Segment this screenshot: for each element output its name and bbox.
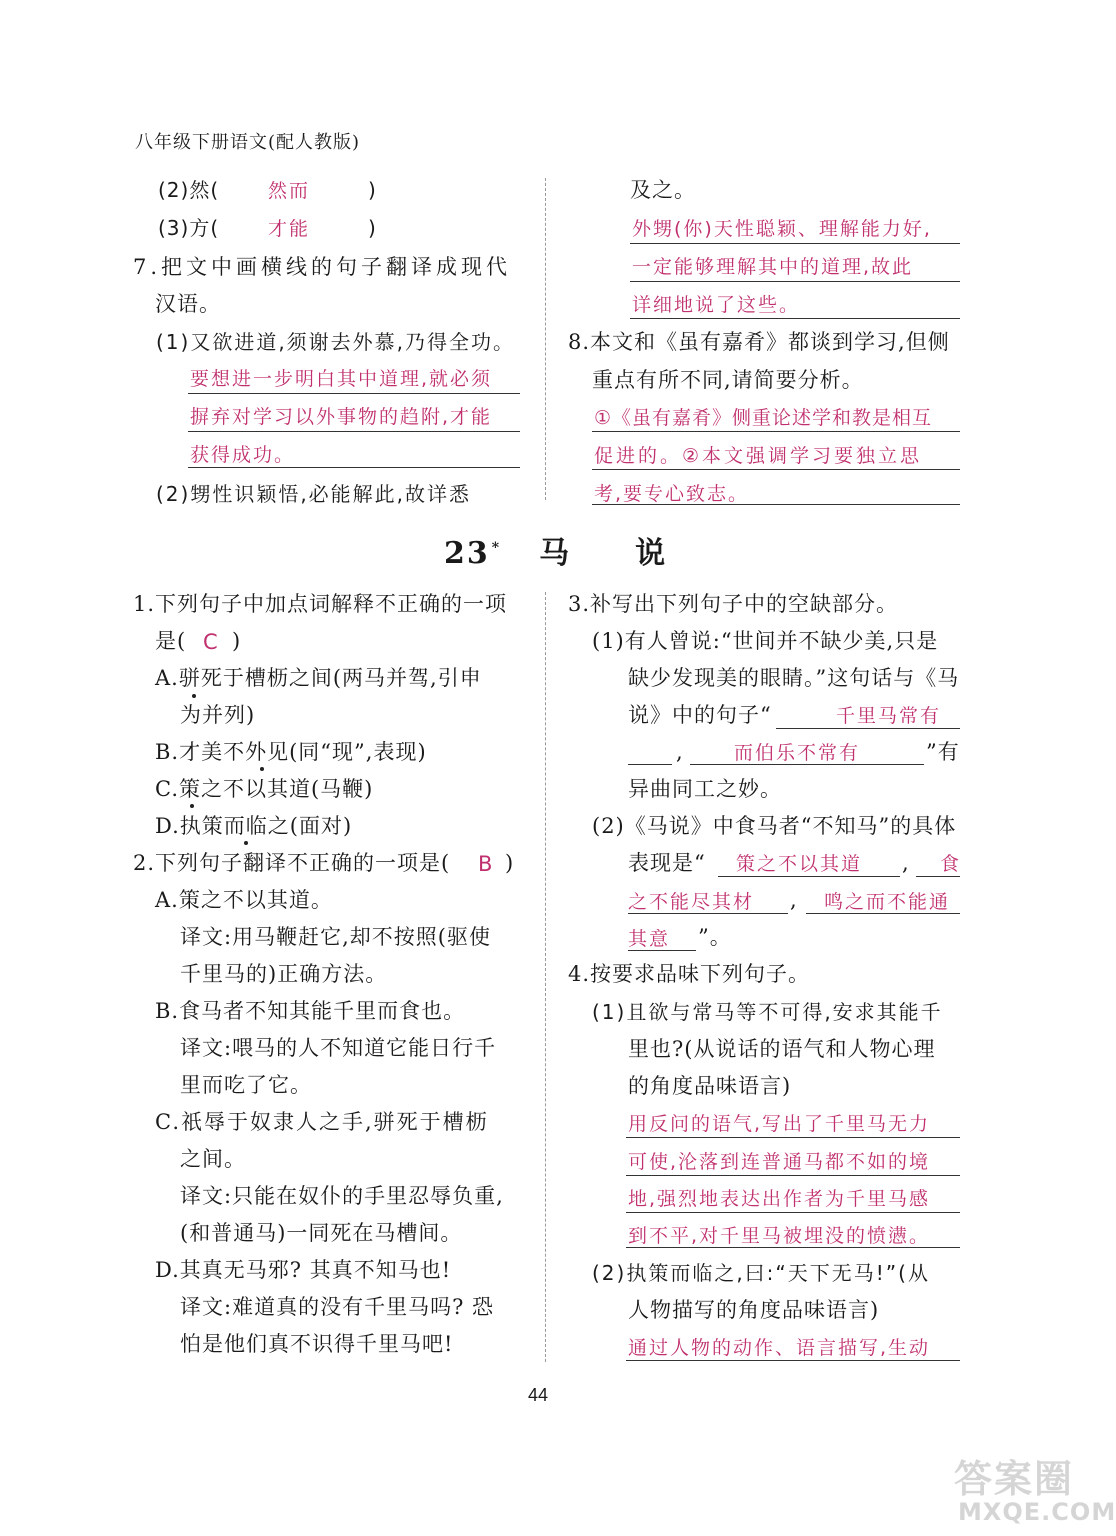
q3-sub-2-comma-1: ,	[902, 851, 910, 875]
q2-option-c-translation-1: 译文:只能在奴仆的手里忍辱负重,	[180, 1184, 504, 1208]
q8-answer-line-1: ①《虽有嘉肴》侧重论述学和教是相互	[594, 407, 933, 429]
emphasis-dot	[192, 694, 196, 698]
q7-sub-1: (1)又欲进道,须谢去外慕,乃得全功。	[156, 330, 516, 354]
q1-option-a-1: A.骈死于槽枥之间(两马并驾,引申	[155, 666, 482, 690]
answer-underline	[626, 1137, 960, 1138]
answer-underline	[188, 431, 520, 432]
q1-option-b: B.才美不外见(同“现”,表现)	[155, 740, 427, 764]
q4-sub-1-answer-line-2: 可使,沦落到连普通马都不如的境	[628, 1151, 931, 1173]
q2-option-d-translation-2: 怕是他们真不识得千里马吧!	[180, 1332, 454, 1356]
q2-option-a: A.策之不以其道。	[155, 888, 333, 912]
q3-sub-1-answer-1: 千里马常有	[836, 705, 942, 727]
q4-sub-1-answer-line-4: 到不平,对千里马被埋没的愤懑。	[628, 1225, 931, 1247]
answer-underline	[592, 469, 960, 470]
answer-underline	[630, 318, 960, 319]
q4-sub-2-b: 人物描写的角度品味语言)	[628, 1298, 880, 1322]
q8-answer-line-2: 促进的。②本文强调学习要独立思	[594, 445, 923, 467]
answer-underline	[776, 728, 960, 729]
q2-option-a-translation-2: 千里马的)正确方法。	[180, 962, 388, 986]
q3-sub-2-answer-3-start: 鸣之而不能通	[824, 891, 951, 913]
watermark-text: 答案圈	[954, 1457, 1075, 1501]
starred-lesson-mark: *	[491, 540, 502, 556]
q2-option-d: D.其真无马邪? 其真不知马也!	[155, 1258, 452, 1282]
q3-sub-1-answer-2: 而伯乐不常有	[734, 742, 861, 764]
section-title	[444, 528, 667, 572]
answer-underline	[188, 467, 520, 468]
q3-sub-2-answer-1: 策之不以其道	[736, 853, 863, 875]
answer-underline	[628, 950, 696, 951]
q4-stem: 4.按要求品味下列句子。	[568, 962, 811, 986]
q7-sub-1-answer-line-2: 摒弃对学习以外事物的趋附,才能	[190, 406, 493, 428]
q3-sub-1-e: 异曲同工之妙。	[628, 777, 782, 801]
q1-answer: C	[203, 630, 220, 654]
q1-stem-2: 是(	[155, 629, 187, 653]
q8-answer-line-3: 考,要专心致志。	[594, 483, 750, 505]
q4-sub-2-answer-line-1: 通过人物的动作、语言描写,生动	[628, 1337, 931, 1359]
answer-underline	[630, 243, 960, 244]
q3-sub-2-close: ”。	[698, 925, 732, 949]
q2-option-c-2: 之间。	[180, 1147, 246, 1171]
q7-sub-2-answer-line-3: 详细地说了这些。	[632, 294, 801, 316]
q4-sub-1-answer-line-3: 地,强烈地表达出作者为千里马感	[628, 1188, 931, 1210]
q6-item-3: (3)方(	[158, 216, 220, 240]
q2-option-b-translation-1: 译文:喂马的人不知道它能日行千	[180, 1036, 497, 1060]
q8-stem-2: 重点有所不同,请简要分析。	[592, 368, 864, 392]
q2-option-b-translation-2: 里而吃了它。	[180, 1073, 312, 1097]
answer-underline	[916, 876, 960, 877]
answer-underline	[626, 1175, 960, 1176]
q3-sub-2-b: 表现是“	[628, 851, 706, 875]
column-divider-bottom	[545, 592, 546, 1362]
q3-sub-1-c: 说》中的句子“	[628, 703, 772, 727]
answer-underline	[592, 431, 960, 432]
q8-stem-1: 8.本文和《虽有嘉肴》都谈到学习,但侧	[568, 330, 950, 354]
q3-sub-1-comma: ,	[676, 740, 684, 764]
q7-sub-1-answer-line-1: 要想进一步明白其中道理,就必须	[190, 368, 493, 390]
q3-sub-2-answer-3-end: 其意	[628, 928, 671, 950]
answer-underline	[188, 393, 520, 394]
q6-item-2: (2)然(	[158, 178, 220, 202]
q3-sub-1-b: 缺少发现美的眼睛。”这句话与《马	[628, 666, 960, 690]
emphasis-dot	[190, 804, 194, 808]
q2-option-b: B.食马者不知其能千里而食也。	[155, 999, 466, 1023]
q2-option-d-translation-1: 译文:难道真的没有千里马吗? 恐	[180, 1295, 495, 1319]
q1-option-a-2: 为并列)	[180, 703, 256, 727]
q3-sub-2-answer-2-end: 之不能尽其材	[628, 891, 755, 913]
section-title-word-2: 说	[635, 536, 668, 571]
emphasis-dot	[260, 767, 264, 771]
q7-sub-1-answer-line-3: 获得成功。	[190, 444, 296, 466]
section-number: 23	[444, 536, 490, 571]
page-header: 八年级下册语文(配人教版)	[135, 132, 361, 153]
q6-item-2-close: )	[368, 178, 377, 202]
q2-answer: B	[478, 852, 495, 876]
section-title-word-1: 马	[539, 536, 572, 571]
answer-underline	[806, 913, 960, 914]
answer-underline	[626, 1212, 960, 1213]
q2-option-a-translation-1: 译文:用马鞭赶它,却不按照(驱使	[180, 925, 491, 949]
q6-item-3-answer: 才能	[268, 218, 311, 240]
q3-sub-2-answer-2-start: 食	[940, 853, 962, 875]
q7-sub-2-continued: 及之。	[630, 178, 696, 202]
q4-sub-1-a: (1)且欲与常马等不可得,安求其能千	[592, 1000, 943, 1024]
q7-sub-2-answer-line-2: 一定能够理解其中的道理,故此	[632, 256, 914, 278]
q2-stem: 2.下列句子翻译不正确的一项是(	[133, 851, 451, 875]
q2-stem-close: )	[505, 851, 515, 875]
q1-stem-1: 1.下列句子中加点词解释不正确的一项	[133, 592, 508, 616]
q7-stem-1: 7.把文中画横线的句子翻译成现代	[133, 255, 512, 279]
watermark-url: MXQE.COM	[958, 1498, 1116, 1526]
q7-stem-2: 汉语。	[155, 292, 221, 316]
page-number: 44	[528, 1385, 549, 1405]
q3-sub-1-a: (1)有人曾说:“世间并不缺少美,只是	[592, 629, 939, 653]
q7-sub-2-answer-line-1: 外甥(你)天性聪颖、理解能力好,	[632, 218, 932, 240]
q2-option-c-1: C.祇辱于奴隶人之手,骈死于槽枥	[155, 1110, 489, 1134]
q4-sub-1-b: 里也?(从说话的语气和人物心理	[628, 1037, 936, 1061]
emphasis-dot	[244, 841, 248, 845]
q7-sub-2: (2)甥性识颖悟,必能解此,故详悉	[156, 482, 472, 506]
q6-item-2-answer: 然而	[268, 180, 311, 202]
column-divider-top	[545, 178, 546, 500]
answer-underline	[718, 876, 900, 877]
answer-underline	[626, 1247, 960, 1248]
q1-stem-close: )	[232, 629, 242, 653]
q6-item-3-close: )	[368, 216, 377, 240]
watermark-logo	[948, 1448, 1116, 1534]
q1-option-c: C.策之不以其道(马鞭)	[155, 777, 374, 801]
q3-sub-2-comma-2: ,	[790, 888, 798, 912]
answer-underline	[626, 1360, 960, 1361]
q4-sub-1-answer-line-1: 用反问的语气,写出了千里马无力	[628, 1113, 931, 1135]
q4-sub-1-c: 的角度品味语言)	[628, 1074, 792, 1098]
answer-underline	[628, 913, 788, 914]
q2-option-c-translation-2: (和普通马)一同死在马槽间。	[180, 1221, 463, 1245]
answer-underline	[690, 764, 924, 765]
q3-stem: 3.补写出下列句子中的空缺部分。	[568, 592, 899, 616]
answer-underline	[630, 281, 960, 282]
q3-sub-1-close: ”有	[926, 740, 960, 764]
answer-underline	[628, 764, 672, 765]
q3-sub-2-a: (2)《马说》中食马者“不知马”的具体	[592, 814, 957, 838]
q1-option-d: D.执策而临之(面对)	[155, 814, 353, 838]
q4-sub-2-a: (2)执策而临之,曰:“天下无马!”(从	[592, 1261, 930, 1285]
answer-underline	[592, 504, 960, 505]
